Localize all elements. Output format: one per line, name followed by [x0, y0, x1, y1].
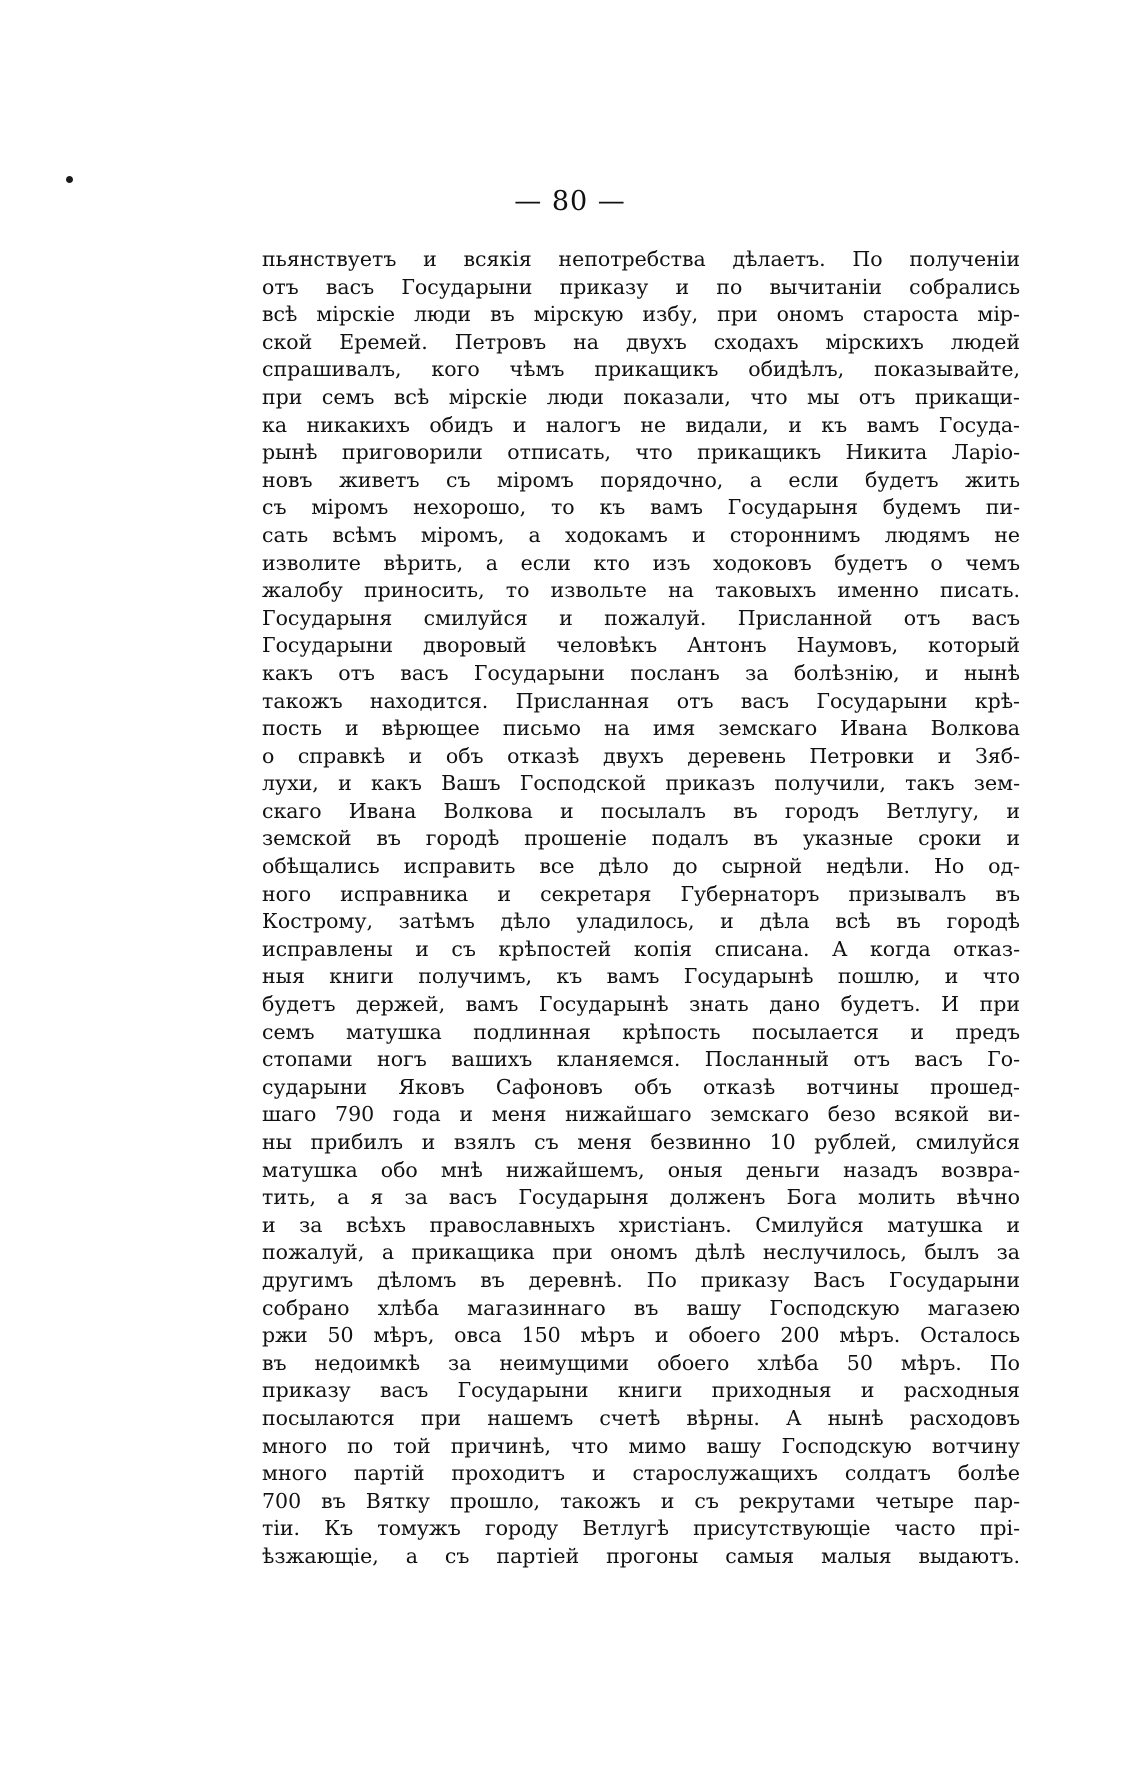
text-line: жалобу приносить, то извольте на таковыхъ именно писать.: [262, 578, 1020, 603]
text-line: о справкѣ и объ отказѣ двухъ деревень Петровки и Зяб-: [262, 743, 1020, 768]
text-line: спрашивалъ, кого чѣмъ прикащикъ обидѣлъ, показывайте,: [262, 357, 1020, 382]
text-line: много по той причинѣ, что мимо вашу Господскую вотчину: [262, 1433, 1020, 1458]
text-line: Кострому, затѣмъ дѣло уладилось, и дѣла всѣ въ городѣ: [262, 909, 1020, 934]
text-line: будетъ держей, вамъ Государынѣ знать дано будетъ. И при: [262, 992, 1020, 1017]
text-line: ржи 50 мѣръ, овса 150 мѣръ и обоего 200 мѣръ. Осталось: [262, 1323, 1020, 1348]
text-line: сать всѣмъ міромъ, а ходокамъ и стороннимъ людямъ не: [262, 522, 1020, 547]
text-line: скаго Ивана Волкова и посылалъ въ городъ Ветлугу, и: [262, 798, 1020, 823]
text-line: новъ живетъ съ міромъ порядочно, а если будетъ жить: [262, 467, 1020, 492]
text-line: много партій проходитъ и старослужащихъ солдатъ болѣе: [262, 1461, 1020, 1486]
text-line: ного исправника и секретаря Губернаторъ призывалъ въ: [262, 881, 1020, 906]
text-line: пость и вѣрющее письмо на имя земскаго Ивана Волкова: [262, 716, 1020, 741]
text-line: лухи, и какъ Вашъ Господской приказъ получили, такъ зем-: [262, 771, 1020, 796]
print-speck: [66, 176, 73, 183]
text-line: при семъ всѣ мірскіе люди показали, что мы отъ прикащи-: [262, 384, 1020, 409]
text-line: какъ отъ васъ Государыни посланъ за болѣзнію, и нынѣ: [262, 660, 1020, 685]
text-line: ѣзжающіе, а съ партіей прогоны самыя малыя выдаютъ.: [262, 1543, 1020, 1568]
text-line: матушка обо мнѣ нижайшемъ, оныя деньги назадъ возвра-: [262, 1157, 1020, 1182]
text-line: съ міромъ нехорошо, то къ вамъ Государыня будемъ пи-: [262, 495, 1020, 520]
page-number: — 80 —: [514, 186, 626, 217]
text-line: 700 въ Вятку прошло, такожъ и съ рекрутами четыре пар-: [262, 1488, 1020, 1513]
text-line: отъ васъ Государыни приказу и по вычитаніи собрались: [262, 274, 1020, 299]
text-line: тить, а я за васъ Государыня долженъ Бога молить вѣчно: [262, 1185, 1020, 1210]
text-line: ныя книги получимъ, къ вамъ Государынѣ пошлю, и что: [262, 964, 1020, 989]
text-line: Государыня смилуйся и пожалуй. Присланной отъ васъ: [262, 605, 1020, 630]
text-line: собрано хлѣба магазиннаго въ вашу Господскую магазею: [262, 1295, 1020, 1320]
text-line: всѣ мірскіе люди въ мірскую избу, при ономъ староста мір-: [262, 302, 1020, 327]
text-line: тіи. Къ томужъ городу Ветлугѣ присутствующіе часто прі-: [262, 1516, 1020, 1541]
text-line: пьянствуетъ и всякія непотребства дѣлаетъ. По полученіи: [262, 247, 1020, 271]
body-text: [262, 246, 1020, 1571]
text-line: ны прибилъ и взялъ съ меня безвинно 10 рублей, смилуйся: [262, 1130, 1020, 1154]
text-line: приказу васъ Государыни книги приходныя и расходныя: [262, 1378, 1020, 1403]
text-line: другимъ дѣломъ въ деревнѣ. По приказу Васъ Государыни: [262, 1267, 1020, 1292]
text-line: рынѣ приговорили отписать, что прикащикъ Никита Ларіо-: [262, 440, 1020, 465]
text-line: шаго 790 года и меня нижайшаго земскаго безо всякой ви-: [262, 1102, 1020, 1127]
text-line: изволите вѣрить, а если кто изъ ходоковъ будетъ о чемъ: [262, 550, 1020, 575]
text-line: земской въ городѣ прошеніе подалъ въ указные сроки и: [262, 826, 1020, 851]
text-line: ской Еремей. Петровъ на двухъ сходахъ мірскихъ людей: [262, 329, 1020, 354]
text-line: семъ матушка подлинная крѣпость посылается и предъ: [262, 1019, 1020, 1044]
text-line: стопами ногъ вашихъ кланяемся. Посланный отъ васъ Го-: [262, 1047, 1020, 1072]
text-line: сударыни Яковъ Сафоновъ объ отказѣ вотчины прошед-: [262, 1074, 1020, 1099]
text-line: ка никакихъ обидъ и налогъ не видали, и къ вамъ Госуда-: [262, 412, 1020, 437]
text-line: въ недоимкѣ за неимущими обоего хлѣба 50 мѣръ. По: [262, 1350, 1020, 1375]
text-line: Государыни дворовый человѣкъ Антонъ Наумовъ, который: [262, 633, 1020, 658]
text-line: исправлены и съ крѣпостей копія списана. А когда отказ-: [262, 936, 1020, 961]
text-line: обѣщались исправить все дѣло до сырной недѣли. Но од-: [262, 854, 1020, 879]
text-line: и за всѣхъ православныхъ христіанъ. Смилуйся матушка и: [262, 1212, 1020, 1237]
text-line: посылаются при нашемъ счетѣ вѣрны. А нынѣ расходовъ: [262, 1405, 1020, 1430]
text-line: пожалуй, а прикащика при ономъ дѣлѣ неслучилось, былъ за: [262, 1240, 1020, 1265]
text-line: такожъ находится. Присланная отъ васъ Государыни крѣ-: [262, 688, 1020, 713]
